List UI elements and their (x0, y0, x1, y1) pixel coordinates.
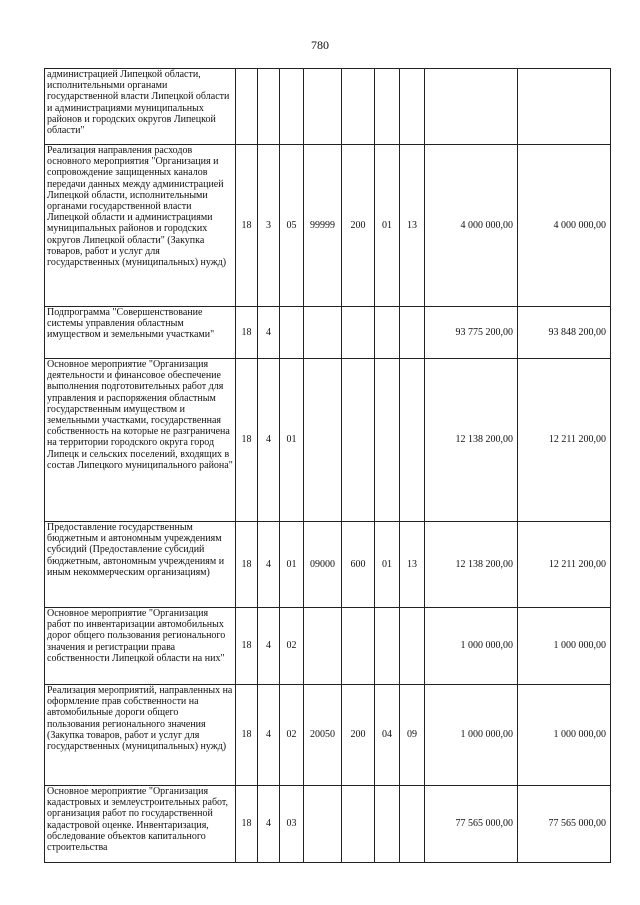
code-cell (304, 608, 342, 685)
code-cell: 03 (280, 786, 304, 863)
code-cell: 01 (375, 145, 400, 307)
code-cell: 18 (236, 608, 258, 685)
amount-cell: 1 000 000,00 (425, 685, 518, 786)
code-cell: 200 (342, 685, 375, 786)
code-cell (304, 69, 342, 145)
table-row (45, 307, 611, 359)
amount-cell: 1 000 000,00 (518, 685, 611, 786)
code-cell: 18 (236, 522, 258, 608)
code-cell (258, 69, 280, 145)
code-cell (375, 359, 400, 522)
code-cell (400, 69, 425, 145)
table-row (45, 608, 611, 685)
code-cell: 18 (236, 359, 258, 522)
amount-cell: 93 848 200,00 (518, 307, 611, 359)
code-cell: 01 (280, 359, 304, 522)
amount-cell: 77 565 000,00 (425, 786, 518, 863)
code-cell: 18 (236, 145, 258, 307)
code-cell (342, 69, 375, 145)
code-cell (304, 359, 342, 522)
table-row (45, 69, 611, 145)
code-cell: 200 (342, 145, 375, 307)
amount-cell: 4 000 000,00 (518, 145, 611, 307)
amount-cell: 1 000 000,00 (518, 608, 611, 685)
row-name: Основное мероприятие "Организация работ по инвентаризации автомобильных дорог общего пользования регионального значения и регистрации права собственности Липецкой области на них" (45, 608, 236, 685)
code-cell: 09 (400, 685, 425, 786)
row-name: Реализация направления расходов основного мероприятия "Организация и сопровождение защищенных каналов передачи данных между администрацией Липецкой области, исполнительными органами государственной власти Липецкой области и администрациями муниципальных районов и городских округов Липецкой области" (Закупка товаров, работ и услуг для государственных (муниципальных) нужд) (45, 145, 236, 307)
code-cell (400, 307, 425, 359)
code-cell: 02 (280, 608, 304, 685)
code-cell: 4 (258, 685, 280, 786)
code-cell (400, 786, 425, 863)
code-cell: 18 (236, 307, 258, 359)
row-name: Основное мероприятие "Организация кадастровых и землеустроительных работ, организация работ по государственной кадастровой оценке. Инвентаризация, обследование объектов капитального строительства (45, 786, 236, 863)
code-cell: 01 (280, 522, 304, 608)
amount-cell (425, 69, 518, 145)
code-cell (280, 307, 304, 359)
amount-cell: 1 000 000,00 (425, 608, 518, 685)
code-cell (375, 608, 400, 685)
code-cell (342, 786, 375, 863)
budget-table (44, 68, 611, 863)
code-cell (375, 69, 400, 145)
code-cell (342, 608, 375, 685)
table-row (45, 786, 611, 863)
code-cell (342, 307, 375, 359)
code-cell: 4 (258, 786, 280, 863)
table-row (45, 522, 611, 608)
code-cell: 04 (375, 685, 400, 786)
code-cell: 4 (258, 359, 280, 522)
code-cell: 4 (258, 307, 280, 359)
row-name: Подпрограмма "Совершенствование системы управления областным имуществом и земельными участками" (45, 307, 236, 359)
row-name: Предоставление государственным бюджетным и автономным учреждениям субсидий (Предоставление субсидий бюджетным, автономным учреждениям и иным некоммерческим организациям) (45, 522, 236, 608)
code-cell: 05 (280, 145, 304, 307)
row-name: администрацией Липецкой области, исполнительными органами государственной власти Липецкой области и администрациями муниципальных районов и городских округов Липецкой области" (45, 69, 236, 145)
code-cell (236, 69, 258, 145)
code-cell: 13 (400, 522, 425, 608)
amount-cell: 4 000 000,00 (425, 145, 518, 307)
amount-cell: 77 565 000,00 (518, 786, 611, 863)
code-cell: 13 (400, 145, 425, 307)
code-cell (304, 786, 342, 863)
code-cell: 09000 (304, 522, 342, 608)
amount-cell (518, 69, 611, 145)
code-cell: 18 (236, 685, 258, 786)
page-number: 780 (311, 38, 329, 52)
code-cell: 99999 (304, 145, 342, 307)
code-cell: 20050 (304, 685, 342, 786)
code-cell (304, 307, 342, 359)
code-cell: 3 (258, 145, 280, 307)
code-cell (375, 786, 400, 863)
code-cell: 18 (236, 786, 258, 863)
code-cell: 02 (280, 685, 304, 786)
table-row (45, 145, 611, 307)
amount-cell: 12 211 200,00 (518, 359, 611, 522)
code-cell (400, 608, 425, 685)
row-name: Реализация мероприятий, направленных на оформление прав собственности на автомобильные дороги общего пользования регионального значения (Закупка товаров, работ и услуг для государственных (муниципальных) нужд) (45, 685, 236, 786)
table-row (45, 359, 611, 522)
code-cell: 4 (258, 608, 280, 685)
amount-cell: 93 775 200,00 (425, 307, 518, 359)
amount-cell: 12 211 200,00 (518, 522, 611, 608)
amount-cell: 12 138 200,00 (425, 522, 518, 608)
code-cell: 4 (258, 522, 280, 608)
amount-cell: 12 138 200,00 (425, 359, 518, 522)
code-cell: 600 (342, 522, 375, 608)
table-row (45, 685, 611, 786)
code-cell: 01 (375, 522, 400, 608)
code-cell (375, 307, 400, 359)
code-cell (342, 359, 375, 522)
code-cell (400, 359, 425, 522)
code-cell (280, 69, 304, 145)
row-name: Основное мероприятие "Организация деятельности и финансовое обеспечение выполнения подготовительных работ для управления и распоряжения областным государственным имуществом и земельными участками, государственная собственность на которые не разграничена на территории городского округа город Липецк и сельских поселений, входящих в состав Липецкого муниципального района" (45, 359, 236, 522)
